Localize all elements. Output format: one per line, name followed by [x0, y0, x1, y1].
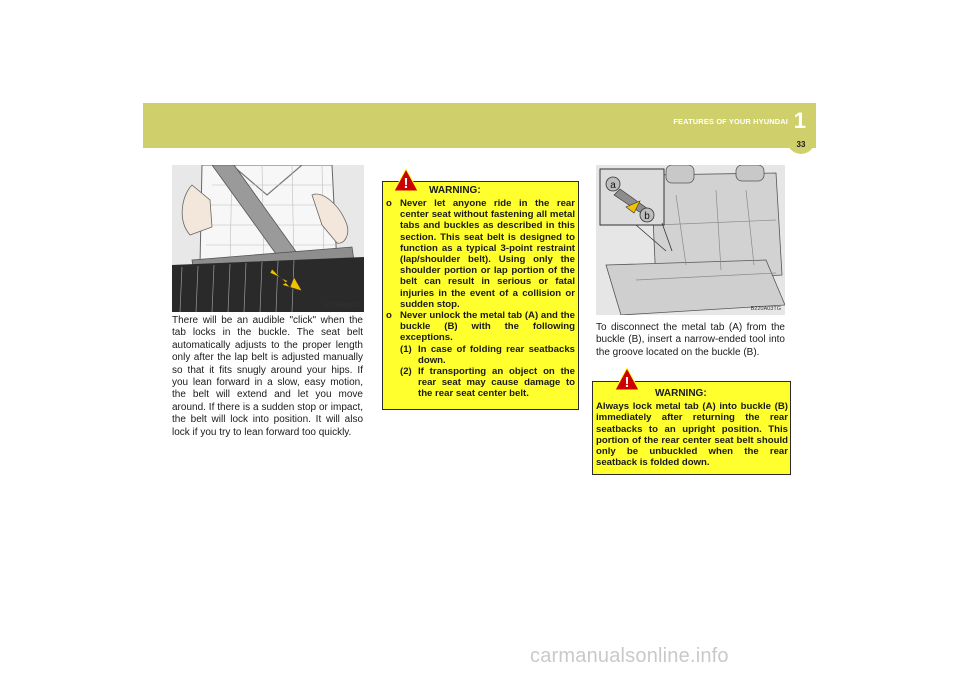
- warning-list: [386, 198, 575, 400]
- warning-item: [386, 198, 575, 310]
- warning-item-text: Never unlock the metal tab (A) and the buckle (B) with the following exceptions.: [400, 310, 575, 344]
- warning-sub-item-number: (1): [400, 343, 412, 355]
- page-number: 33: [787, 134, 815, 154]
- warning-item-bullet: o: [386, 198, 392, 209]
- figure-code: B180A01NF-E: [324, 303, 360, 309]
- warning-sub-list: [400, 344, 575, 400]
- warning-icon-glyph: !: [403, 175, 409, 192]
- seatbelt-buckling-illustration: [172, 165, 364, 312]
- warning-title: WARNING:: [655, 388, 707, 399]
- rear-seat-buckle-illustration: [596, 165, 785, 315]
- seatbelt-illustration-drawing: [172, 165, 364, 312]
- label-a: a: [610, 180, 616, 191]
- chapter-title: FEATURES OF YOUR HYUNDAI: [673, 117, 788, 126]
- body-paragraph-buckle-click: There will be an audible "click" when the tab locks in the buckle. The seat belt automatically adjusts to the proper length only after the lap belt is adjusted manually so that it fits snugly around your hips. If you lean forward in a slow, easy motion, the belt will extend and let you move around. If there is a sudden stop or impact, the belt will lock into position. It will also lock if you try to lean forward too quickly.: [172, 315, 363, 438]
- warning-sub-item: [400, 344, 575, 366]
- warning-title: WARNING:: [429, 185, 481, 196]
- warning-box-center-belt: [382, 175, 579, 410]
- figure-code: B220A03TG: [750, 306, 781, 312]
- body-paragraph-disconnect: To disconnect the metal tab (A) from the buckle (B), insert a narrow-ended tool into the groove located on the buckle (B).: [596, 322, 785, 358]
- warning-box-lock-tab: [592, 374, 791, 475]
- warning-sub-item-number: (2): [400, 366, 412, 378]
- label-b: b: [644, 211, 650, 222]
- chapter-number: 1: [793, 108, 806, 133]
- warning-sub-item-text: If transporting an object on the rear seat may cause damage to the rear seat center belt.: [418, 366, 575, 400]
- warning-sub-item-text: In case of folding rear seatbacks down.: [418, 343, 575, 366]
- warning-triangle-icon: [614, 367, 640, 391]
- warning-item: [386, 310, 575, 400]
- warning-triangle-icon: [393, 168, 419, 192]
- warning-item-bullet: o: [386, 310, 392, 322]
- warning-item-text: Never let anyone ride in the rear center seat without fastening all metal tabs and buckles as described in this section. This seat belt is designed to function as a typical 3-point restraint (lap/shoulder belt). Using only the shoulder portion or lap portion of the belt can result in serious or fatal injuries in the event of a collision or sudden stop.: [400, 198, 575, 310]
- warning-icon-glyph: !: [624, 374, 630, 391]
- warning-sub-item: [400, 366, 575, 400]
- watermark: carmanualsonline.info: [530, 645, 729, 667]
- chapter-header-band: [143, 103, 816, 148]
- rear-seat-drawing: [596, 165, 785, 315]
- warning-text: Always lock metal tab (A) into buckle (B) immediately after returning the rear seatbacks to an upright position. This portion of the rear center seat belt should only be unbuckled when the rear seatback is folded down.: [596, 401, 788, 469]
